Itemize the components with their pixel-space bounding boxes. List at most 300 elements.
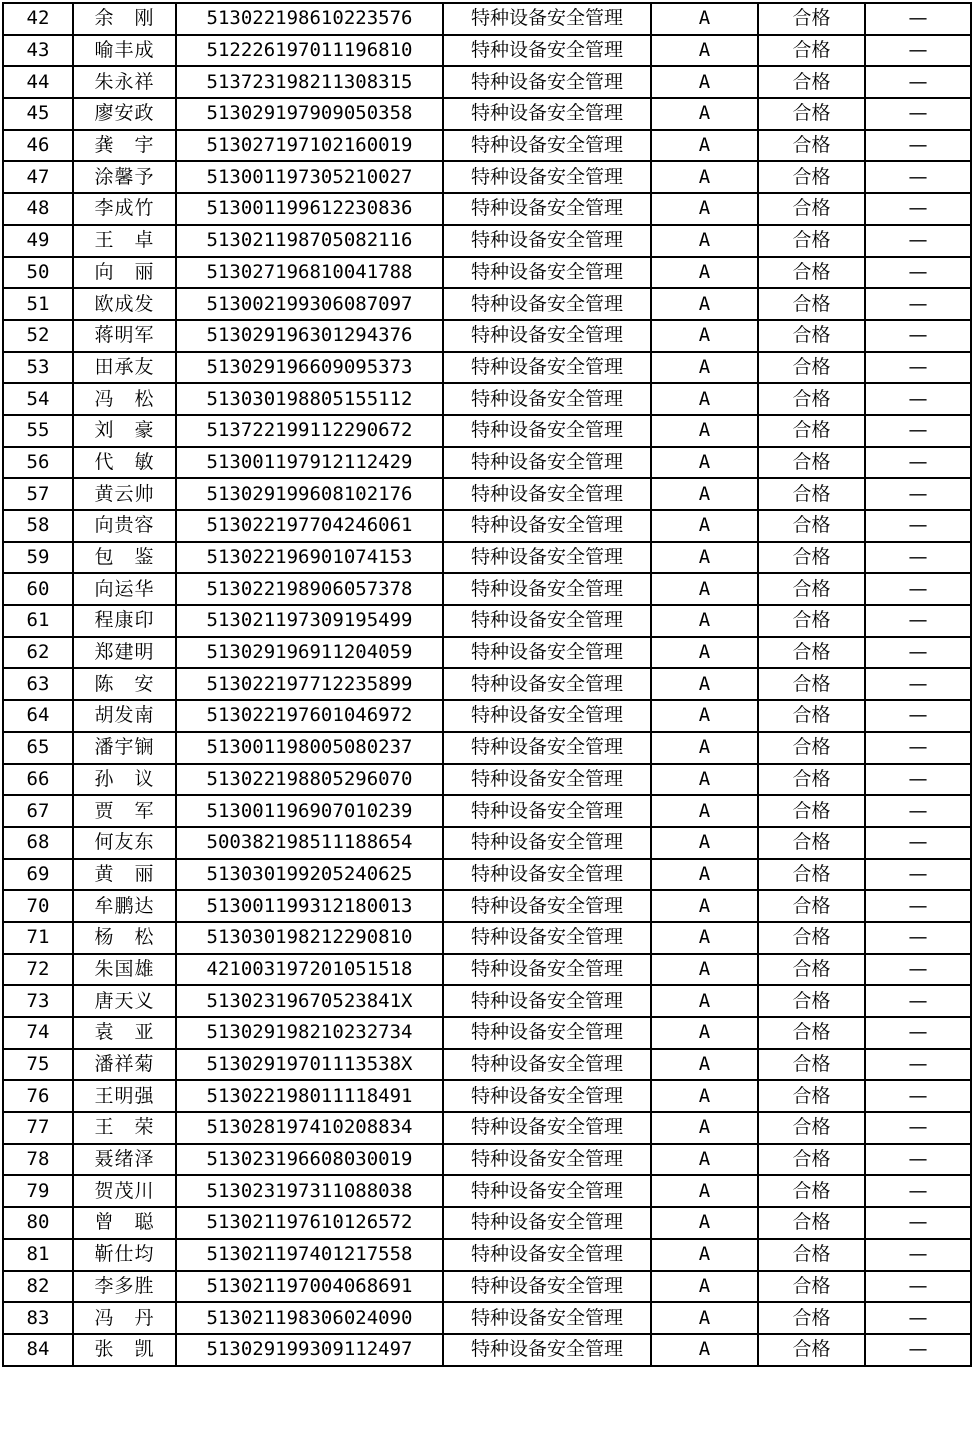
- result-cell: 合格: [758, 98, 865, 130]
- note-cell: —: [865, 1302, 971, 1334]
- category-cell: 特种设备安全管理: [443, 827, 651, 859]
- id-number-cell: 513001196907010239: [176, 795, 443, 827]
- note-cell: —: [865, 35, 971, 67]
- table-row: [3, 668, 971, 700]
- result-cell: 合格: [758, 257, 865, 289]
- id-number-cell: 421003197201051518: [176, 954, 443, 986]
- name-cell: 蒋明军: [73, 320, 176, 352]
- note-cell: —: [865, 66, 971, 98]
- row-number-cell: 64: [3, 700, 73, 732]
- row-number-cell: 51: [3, 288, 73, 320]
- grade-cell: A: [651, 510, 758, 542]
- table-row: [3, 1239, 971, 1271]
- row-number-cell: 45: [3, 98, 73, 130]
- name-cell: 何友东: [73, 827, 176, 859]
- table-row: [3, 383, 971, 415]
- category-cell: 特种设备安全管理: [443, 542, 651, 574]
- grade-cell: A: [651, 478, 758, 510]
- id-number-cell: 513029196911204059: [176, 637, 443, 669]
- result-cell: 合格: [758, 954, 865, 986]
- name-cell: 牟鹏达: [73, 890, 176, 922]
- table-row: [3, 130, 971, 162]
- table-row: [3, 795, 971, 827]
- table-row: [3, 161, 971, 193]
- id-number-cell: 513021197309195499: [176, 605, 443, 637]
- grade-cell: A: [651, 35, 758, 67]
- row-number-cell: 78: [3, 1144, 73, 1176]
- name-cell: 程康印: [73, 605, 176, 637]
- note-cell: —: [865, 383, 971, 415]
- name-cell: 欧成发: [73, 288, 176, 320]
- grade-cell: A: [651, 320, 758, 352]
- id-number-cell: 513022198610223576: [176, 3, 443, 35]
- result-cell: 合格: [758, 1334, 865, 1366]
- grade-cell: A: [651, 1175, 758, 1207]
- table-row: [3, 954, 971, 986]
- category-cell: 特种设备安全管理: [443, 478, 651, 510]
- row-number-cell: 49: [3, 225, 73, 257]
- row-number-cell: 52: [3, 320, 73, 352]
- note-cell: —: [865, 985, 971, 1017]
- name-cell: 郑建明: [73, 637, 176, 669]
- grade-cell: A: [651, 257, 758, 289]
- id-number-cell: 513001198005080237: [176, 732, 443, 764]
- result-cell: 合格: [758, 225, 865, 257]
- grade-cell: A: [651, 890, 758, 922]
- name-cell: 王 荣: [73, 1112, 176, 1144]
- result-cell: 合格: [758, 1175, 865, 1207]
- table-row: [3, 3, 971, 35]
- id-number-cell: 513021198306024090: [176, 1302, 443, 1334]
- note-cell: —: [865, 795, 971, 827]
- result-cell: 合格: [758, 764, 865, 796]
- id-number-cell: 513029198210232734: [176, 1017, 443, 1049]
- grade-cell: A: [651, 1239, 758, 1271]
- category-cell: 特种设备安全管理: [443, 637, 651, 669]
- note-cell: —: [865, 1175, 971, 1207]
- result-cell: 合格: [758, 890, 865, 922]
- grade-cell: A: [651, 193, 758, 225]
- table-row: [3, 193, 971, 225]
- note-cell: —: [865, 1239, 971, 1271]
- grade-cell: A: [651, 985, 758, 1017]
- document-page: [2, 2, 970, 1367]
- category-cell: 特种设备安全管理: [443, 1144, 651, 1176]
- category-cell: 特种设备安全管理: [443, 320, 651, 352]
- id-number-cell: 513030198805155112: [176, 383, 443, 415]
- category-cell: 特种设备安全管理: [443, 764, 651, 796]
- id-number-cell: 513030199205240625: [176, 859, 443, 891]
- result-cell: 合格: [758, 510, 865, 542]
- name-cell: 余 刚: [73, 3, 176, 35]
- grade-cell: A: [651, 98, 758, 130]
- note-cell: —: [865, 288, 971, 320]
- result-cell: 合格: [758, 637, 865, 669]
- table-row: [3, 985, 971, 1017]
- table-row: [3, 352, 971, 384]
- result-cell: 合格: [758, 1271, 865, 1303]
- result-cell: 合格: [758, 700, 865, 732]
- note-cell: —: [865, 922, 971, 954]
- name-cell: 潘祥菊: [73, 1049, 176, 1081]
- row-number-cell: 72: [3, 954, 73, 986]
- grade-cell: A: [651, 1207, 758, 1239]
- id-number-cell: 513029197909050358: [176, 98, 443, 130]
- grade-cell: A: [651, 1144, 758, 1176]
- category-cell: 特种设备安全管理: [443, 954, 651, 986]
- id-number-cell: 513028197410208834: [176, 1112, 443, 1144]
- category-cell: 特种设备安全管理: [443, 352, 651, 384]
- name-cell: 孙 议: [73, 764, 176, 796]
- note-cell: —: [865, 1334, 971, 1366]
- id-number-cell: 513021198705082116: [176, 225, 443, 257]
- name-cell: 田承友: [73, 352, 176, 384]
- category-cell: 特种设备安全管理: [443, 1207, 651, 1239]
- table-row: [3, 98, 971, 130]
- name-cell: 包 鉴: [73, 542, 176, 574]
- result-cell: 合格: [758, 288, 865, 320]
- grade-cell: A: [651, 66, 758, 98]
- result-cell: 合格: [758, 130, 865, 162]
- row-number-cell: 71: [3, 922, 73, 954]
- result-cell: 合格: [758, 193, 865, 225]
- name-cell: 朱国雄: [73, 954, 176, 986]
- grade-cell: A: [651, 1112, 758, 1144]
- row-number-cell: 63: [3, 668, 73, 700]
- id-number-cell: 513021197004068691: [176, 1271, 443, 1303]
- result-cell: 合格: [758, 795, 865, 827]
- row-number-cell: 66: [3, 764, 73, 796]
- name-cell: 李成竹: [73, 193, 176, 225]
- note-cell: —: [865, 1207, 971, 1239]
- id-number-cell: 513022197704246061: [176, 510, 443, 542]
- grade-cell: A: [651, 732, 758, 764]
- category-cell: 特种设备安全管理: [443, 700, 651, 732]
- result-cell: 合格: [758, 985, 865, 1017]
- grade-cell: A: [651, 1049, 758, 1081]
- category-cell: 特种设备安全管理: [443, 1239, 651, 1271]
- row-number-cell: 76: [3, 1080, 73, 1112]
- note-cell: —: [865, 510, 971, 542]
- row-number-cell: 70: [3, 890, 73, 922]
- grade-cell: A: [651, 1271, 758, 1303]
- table-row: [3, 510, 971, 542]
- row-number-cell: 57: [3, 478, 73, 510]
- row-number-cell: 79: [3, 1175, 73, 1207]
- id-number-cell: 513022196901074153: [176, 542, 443, 574]
- table-row: [3, 1271, 971, 1303]
- grade-cell: A: [651, 637, 758, 669]
- table-row: [3, 1080, 971, 1112]
- row-number-cell: 67: [3, 795, 73, 827]
- note-cell: —: [865, 764, 971, 796]
- row-number-cell: 56: [3, 447, 73, 479]
- id-number-cell: 513029199309112497: [176, 1334, 443, 1366]
- note-cell: —: [865, 478, 971, 510]
- table-row: [3, 447, 971, 479]
- grade-cell: A: [651, 573, 758, 605]
- note-cell: —: [865, 1112, 971, 1144]
- row-number-cell: 47: [3, 161, 73, 193]
- table-row: [3, 478, 971, 510]
- row-number-cell: 75: [3, 1049, 73, 1081]
- row-number-cell: 73: [3, 985, 73, 1017]
- table-row: [3, 66, 971, 98]
- name-cell: 陈 安: [73, 668, 176, 700]
- row-number-cell: 55: [3, 415, 73, 447]
- category-cell: 特种设备安全管理: [443, 1334, 651, 1366]
- table-row: [3, 922, 971, 954]
- result-cell: 合格: [758, 352, 865, 384]
- category-cell: 特种设备安全管理: [443, 890, 651, 922]
- category-cell: 特种设备安全管理: [443, 35, 651, 67]
- table-row: [3, 257, 971, 289]
- category-cell: 特种设备安全管理: [443, 447, 651, 479]
- category-cell: 特种设备安全管理: [443, 288, 651, 320]
- table-row: [3, 225, 971, 257]
- note-cell: —: [865, 637, 971, 669]
- table-row: [3, 859, 971, 891]
- category-cell: 特种设备安全管理: [443, 573, 651, 605]
- note-cell: —: [865, 161, 971, 193]
- id-number-cell: 513022197601046972: [176, 700, 443, 732]
- category-cell: 特种设备安全管理: [443, 1017, 651, 1049]
- id-number-cell: 513022198805296070: [176, 764, 443, 796]
- result-cell: 合格: [758, 66, 865, 98]
- name-cell: 潘宇锎: [73, 732, 176, 764]
- roster-body: [3, 3, 971, 1366]
- table-row: [3, 890, 971, 922]
- id-number-cell: 513027196810041788: [176, 257, 443, 289]
- id-number-cell: 513001197912112429: [176, 447, 443, 479]
- id-number-cell: 513001199612230836: [176, 193, 443, 225]
- note-cell: —: [865, 859, 971, 891]
- name-cell: 王 卓: [73, 225, 176, 257]
- result-cell: 合格: [758, 1112, 865, 1144]
- row-number-cell: 61: [3, 605, 73, 637]
- name-cell: 向运华: [73, 573, 176, 605]
- category-cell: 特种设备安全管理: [443, 1271, 651, 1303]
- result-cell: 合格: [758, 859, 865, 891]
- note-cell: —: [865, 573, 971, 605]
- qualification-roster-table: [2, 2, 972, 1367]
- grade-cell: A: [651, 225, 758, 257]
- row-number-cell: 48: [3, 193, 73, 225]
- grade-cell: A: [651, 130, 758, 162]
- name-cell: 靳仕均: [73, 1239, 176, 1271]
- table-row: [3, 542, 971, 574]
- note-cell: —: [865, 3, 971, 35]
- table-row: [3, 1017, 971, 1049]
- name-cell: 朱永祥: [73, 66, 176, 98]
- note-cell: —: [865, 732, 971, 764]
- grade-cell: A: [651, 383, 758, 415]
- id-number-cell: 513002199306087097: [176, 288, 443, 320]
- id-number-cell: 513023197311088038: [176, 1175, 443, 1207]
- grade-cell: A: [651, 764, 758, 796]
- grade-cell: A: [651, 1302, 758, 1334]
- name-cell: 冯 丹: [73, 1302, 176, 1334]
- row-number-cell: 43: [3, 35, 73, 67]
- id-number-cell: 513022198011118491: [176, 1080, 443, 1112]
- result-cell: 合格: [758, 478, 865, 510]
- result-cell: 合格: [758, 605, 865, 637]
- name-cell: 王明强: [73, 1080, 176, 1112]
- result-cell: 合格: [758, 415, 865, 447]
- result-cell: 合格: [758, 383, 865, 415]
- name-cell: 聂绪泽: [73, 1144, 176, 1176]
- note-cell: —: [865, 700, 971, 732]
- result-cell: 合格: [758, 542, 865, 574]
- result-cell: 合格: [758, 668, 865, 700]
- note-cell: —: [865, 225, 971, 257]
- category-cell: 特种设备安全管理: [443, 1112, 651, 1144]
- id-number-cell: 513023196608030019: [176, 1144, 443, 1176]
- note-cell: —: [865, 257, 971, 289]
- grade-cell: A: [651, 1080, 758, 1112]
- category-cell: 特种设备安全管理: [443, 1080, 651, 1112]
- name-cell: 刘 豪: [73, 415, 176, 447]
- name-cell: 龚 宇: [73, 130, 176, 162]
- id-number-cell: 513723198211308315: [176, 66, 443, 98]
- table-row: [3, 415, 971, 447]
- result-cell: 合格: [758, 573, 865, 605]
- id-number-cell: 513021197610126572: [176, 1207, 443, 1239]
- result-cell: 合格: [758, 732, 865, 764]
- id-number-cell: 513030198212290810: [176, 922, 443, 954]
- row-number-cell: 83: [3, 1302, 73, 1334]
- table-row: [3, 1049, 971, 1081]
- note-cell: —: [865, 415, 971, 447]
- row-number-cell: 58: [3, 510, 73, 542]
- result-cell: 合格: [758, 1017, 865, 1049]
- name-cell: 廖安政: [73, 98, 176, 130]
- name-cell: 贾 军: [73, 795, 176, 827]
- table-row: [3, 605, 971, 637]
- result-cell: 合格: [758, 1144, 865, 1176]
- table-row: [3, 700, 971, 732]
- row-number-cell: 44: [3, 66, 73, 98]
- grade-cell: A: [651, 288, 758, 320]
- name-cell: 向贵容: [73, 510, 176, 542]
- name-cell: 涂馨予: [73, 161, 176, 193]
- category-cell: 特种设备安全管理: [443, 668, 651, 700]
- grade-cell: A: [651, 605, 758, 637]
- table-row: [3, 1175, 971, 1207]
- note-cell: —: [865, 1080, 971, 1112]
- category-cell: 特种设备安全管理: [443, 257, 651, 289]
- name-cell: 贺茂川: [73, 1175, 176, 1207]
- id-number-cell: 513027197102160019: [176, 130, 443, 162]
- grade-cell: A: [651, 859, 758, 891]
- id-number-cell: 512226197011196810: [176, 35, 443, 67]
- category-cell: 特种设备安全管理: [443, 98, 651, 130]
- category-cell: 特种设备安全管理: [443, 605, 651, 637]
- name-cell: 冯 松: [73, 383, 176, 415]
- result-cell: 合格: [758, 1302, 865, 1334]
- row-number-cell: 65: [3, 732, 73, 764]
- note-cell: —: [865, 1049, 971, 1081]
- table-row: [3, 764, 971, 796]
- grade-cell: A: [651, 352, 758, 384]
- category-cell: 特种设备安全管理: [443, 130, 651, 162]
- row-number-cell: 62: [3, 637, 73, 669]
- row-number-cell: 81: [3, 1239, 73, 1271]
- table-row: [3, 1144, 971, 1176]
- name-cell: 唐天义: [73, 985, 176, 1017]
- name-cell: 曾 聪: [73, 1207, 176, 1239]
- category-cell: 特种设备安全管理: [443, 859, 651, 891]
- note-cell: —: [865, 1017, 971, 1049]
- grade-cell: A: [651, 542, 758, 574]
- result-cell: 合格: [758, 3, 865, 35]
- grade-cell: A: [651, 1017, 758, 1049]
- row-number-cell: 69: [3, 859, 73, 891]
- category-cell: 特种设备安全管理: [443, 66, 651, 98]
- row-number-cell: 80: [3, 1207, 73, 1239]
- table-row: [3, 1302, 971, 1334]
- result-cell: 合格: [758, 922, 865, 954]
- table-row: [3, 573, 971, 605]
- note-cell: —: [865, 827, 971, 859]
- grade-cell: A: [651, 415, 758, 447]
- note-cell: —: [865, 352, 971, 384]
- id-number-cell: 513029196301294376: [176, 320, 443, 352]
- category-cell: 特种设备安全管理: [443, 1302, 651, 1334]
- note-cell: —: [865, 320, 971, 352]
- row-number-cell: 53: [3, 352, 73, 384]
- name-cell: 袁 亚: [73, 1017, 176, 1049]
- grade-cell: A: [651, 447, 758, 479]
- category-cell: 特种设备安全管理: [443, 225, 651, 257]
- grade-cell: A: [651, 795, 758, 827]
- table-row: [3, 288, 971, 320]
- id-number-cell: 513722199112290672: [176, 415, 443, 447]
- row-number-cell: 50: [3, 257, 73, 289]
- category-cell: 特种设备安全管理: [443, 985, 651, 1017]
- id-number-cell: 513021197401217558: [176, 1239, 443, 1271]
- row-number-cell: 46: [3, 130, 73, 162]
- grade-cell: A: [651, 827, 758, 859]
- id-number-cell: 513001197305210027: [176, 161, 443, 193]
- name-cell: 杨 松: [73, 922, 176, 954]
- category-cell: 特种设备安全管理: [443, 795, 651, 827]
- id-number-cell: 513001199312180013: [176, 890, 443, 922]
- row-number-cell: 74: [3, 1017, 73, 1049]
- note-cell: —: [865, 98, 971, 130]
- id-number-cell: 513022197712235899: [176, 668, 443, 700]
- category-cell: 特种设备安全管理: [443, 922, 651, 954]
- grade-cell: A: [651, 922, 758, 954]
- id-number-cell: 513029196609095373: [176, 352, 443, 384]
- name-cell: 黄云帅: [73, 478, 176, 510]
- row-number-cell: 84: [3, 1334, 73, 1366]
- grade-cell: A: [651, 3, 758, 35]
- row-number-cell: 42: [3, 3, 73, 35]
- id-number-cell: 513022198906057378: [176, 573, 443, 605]
- row-number-cell: 60: [3, 573, 73, 605]
- row-number-cell: 68: [3, 827, 73, 859]
- category-cell: 特种设备安全管理: [443, 732, 651, 764]
- result-cell: 合格: [758, 827, 865, 859]
- category-cell: 特种设备安全管理: [443, 383, 651, 415]
- table-row: [3, 637, 971, 669]
- category-cell: 特种设备安全管理: [443, 1049, 651, 1081]
- row-number-cell: 77: [3, 1112, 73, 1144]
- note-cell: —: [865, 447, 971, 479]
- grade-cell: A: [651, 1334, 758, 1366]
- table-row: [3, 732, 971, 764]
